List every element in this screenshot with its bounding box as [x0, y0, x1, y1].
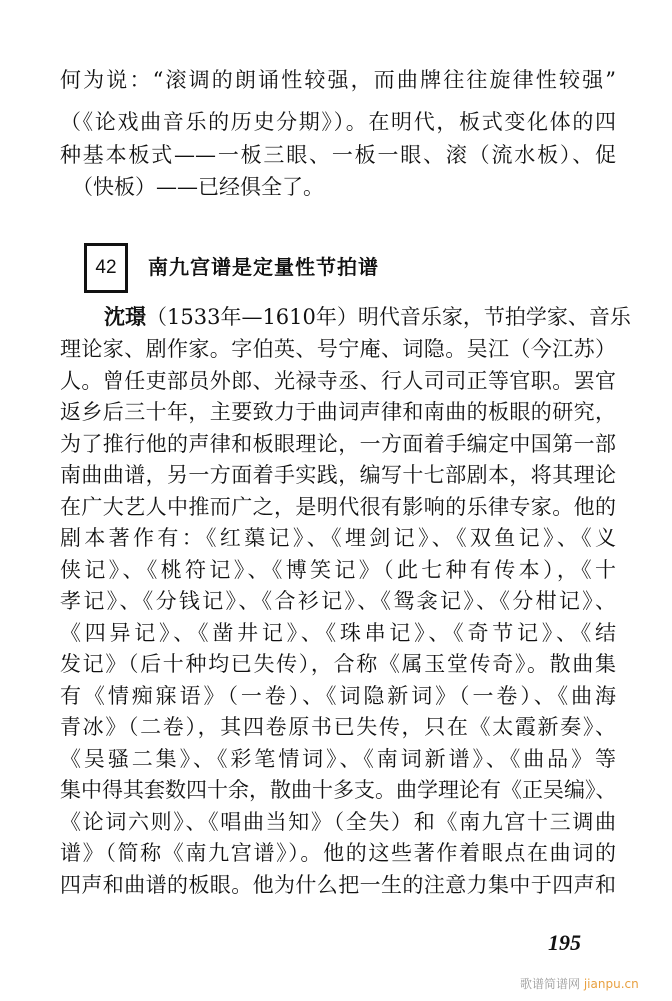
text-line: 谱》（简称《南九宫谱》）。他的这些著作着眼点在曲词的 — [60, 841, 616, 865]
person-name: 沈璟 — [104, 304, 146, 329]
text-line: 《四异记》、《凿井记》、《珠串记》、《奇节记》、《结 — [60, 620, 616, 645]
text-line — [104, 303, 631, 331]
text-line: 四声和曲谱的板眼。他为什么把一生的注意力集中于四声和 — [60, 872, 616, 897]
text-line: 《论词六则》、《唱曲当知》（全失）和《南九宫十三调曲 — [60, 809, 616, 834]
text-line: 理论家、剧作家。字伯英、号宁庵、词隐。吴江（今江苏） — [60, 337, 616, 361]
text-line: 种基本板式——一板三眼、一板一眼、滚（流水板）、促 — [60, 143, 616, 167]
text-line: 返乡后三十年，主要致力于曲词声律和南曲的板眼的研究， — [60, 400, 616, 424]
watermark-site: 歌谱简谱网 — [520, 977, 581, 991]
watermark — [520, 975, 639, 992]
text-line: 发记》（后十种均已失传），合称《属玉堂传奇》。散曲集 — [60, 652, 616, 676]
text-line: （快板）——已经俱全了。 — [72, 175, 324, 199]
text-line: （《论戏曲音乐的历史分期》）。在明代，板式变化体的四 — [60, 110, 616, 134]
text-line: 青冰》（二卷），其四卷原书已失传，只在《太霞新奏》、 — [60, 715, 616, 739]
text-line: 人。曾任吏部员外郎、光禄寺丞、行人司司正等官职。罢官 — [60, 368, 616, 393]
text-line: 集中得其套数四十余，散曲十多支。曲学理论有《正吴编》、 — [60, 778, 617, 802]
text-line: 有《情痴寐语》（一卷）、《词隐新词》（一卷）、《曲海 — [60, 683, 616, 708]
watermark-domain: jianpu.cn — [583, 977, 639, 991]
text-line: 孝记》、《分钱记》、《合衫记》、《鸳衾记》、《分柑记》、 — [60, 589, 616, 613]
text-line: 剧本著作有：《红蕖记》、《埋剑记》、《双鱼记》、《义 — [60, 526, 616, 550]
page-number: 195 — [548, 930, 581, 955]
text-line: 何为说：“滚调的朗诵性较强，而曲牌往往旋律性较强” — [60, 68, 616, 92]
text-line: 侠记》、《桃符记》、《博笑记》（此七种有传本），《十 — [60, 557, 616, 582]
text-line: 为了推行他的声律和板眼理论，一方面着手编定中国第一部 — [60, 431, 616, 456]
section-title: 南九宫谱是定量性节拍谱 — [148, 255, 379, 279]
section-number-box: 42 — [84, 243, 128, 293]
text-line: 南曲曲谱，另一方面着手实践，编写十七部剧本，将其理论 — [60, 463, 616, 487]
text-line: 在广大艺人中推而广之，是明代很有影响的乐律专家。他的 — [60, 494, 616, 519]
text-line: 《吴骚二集》、《彩笔情词》、《南词新谱》、《曲品》等 — [60, 746, 616, 771]
text-span: （1533年—1610年）明代音乐家，节拍学家、音乐 — [146, 305, 631, 329]
